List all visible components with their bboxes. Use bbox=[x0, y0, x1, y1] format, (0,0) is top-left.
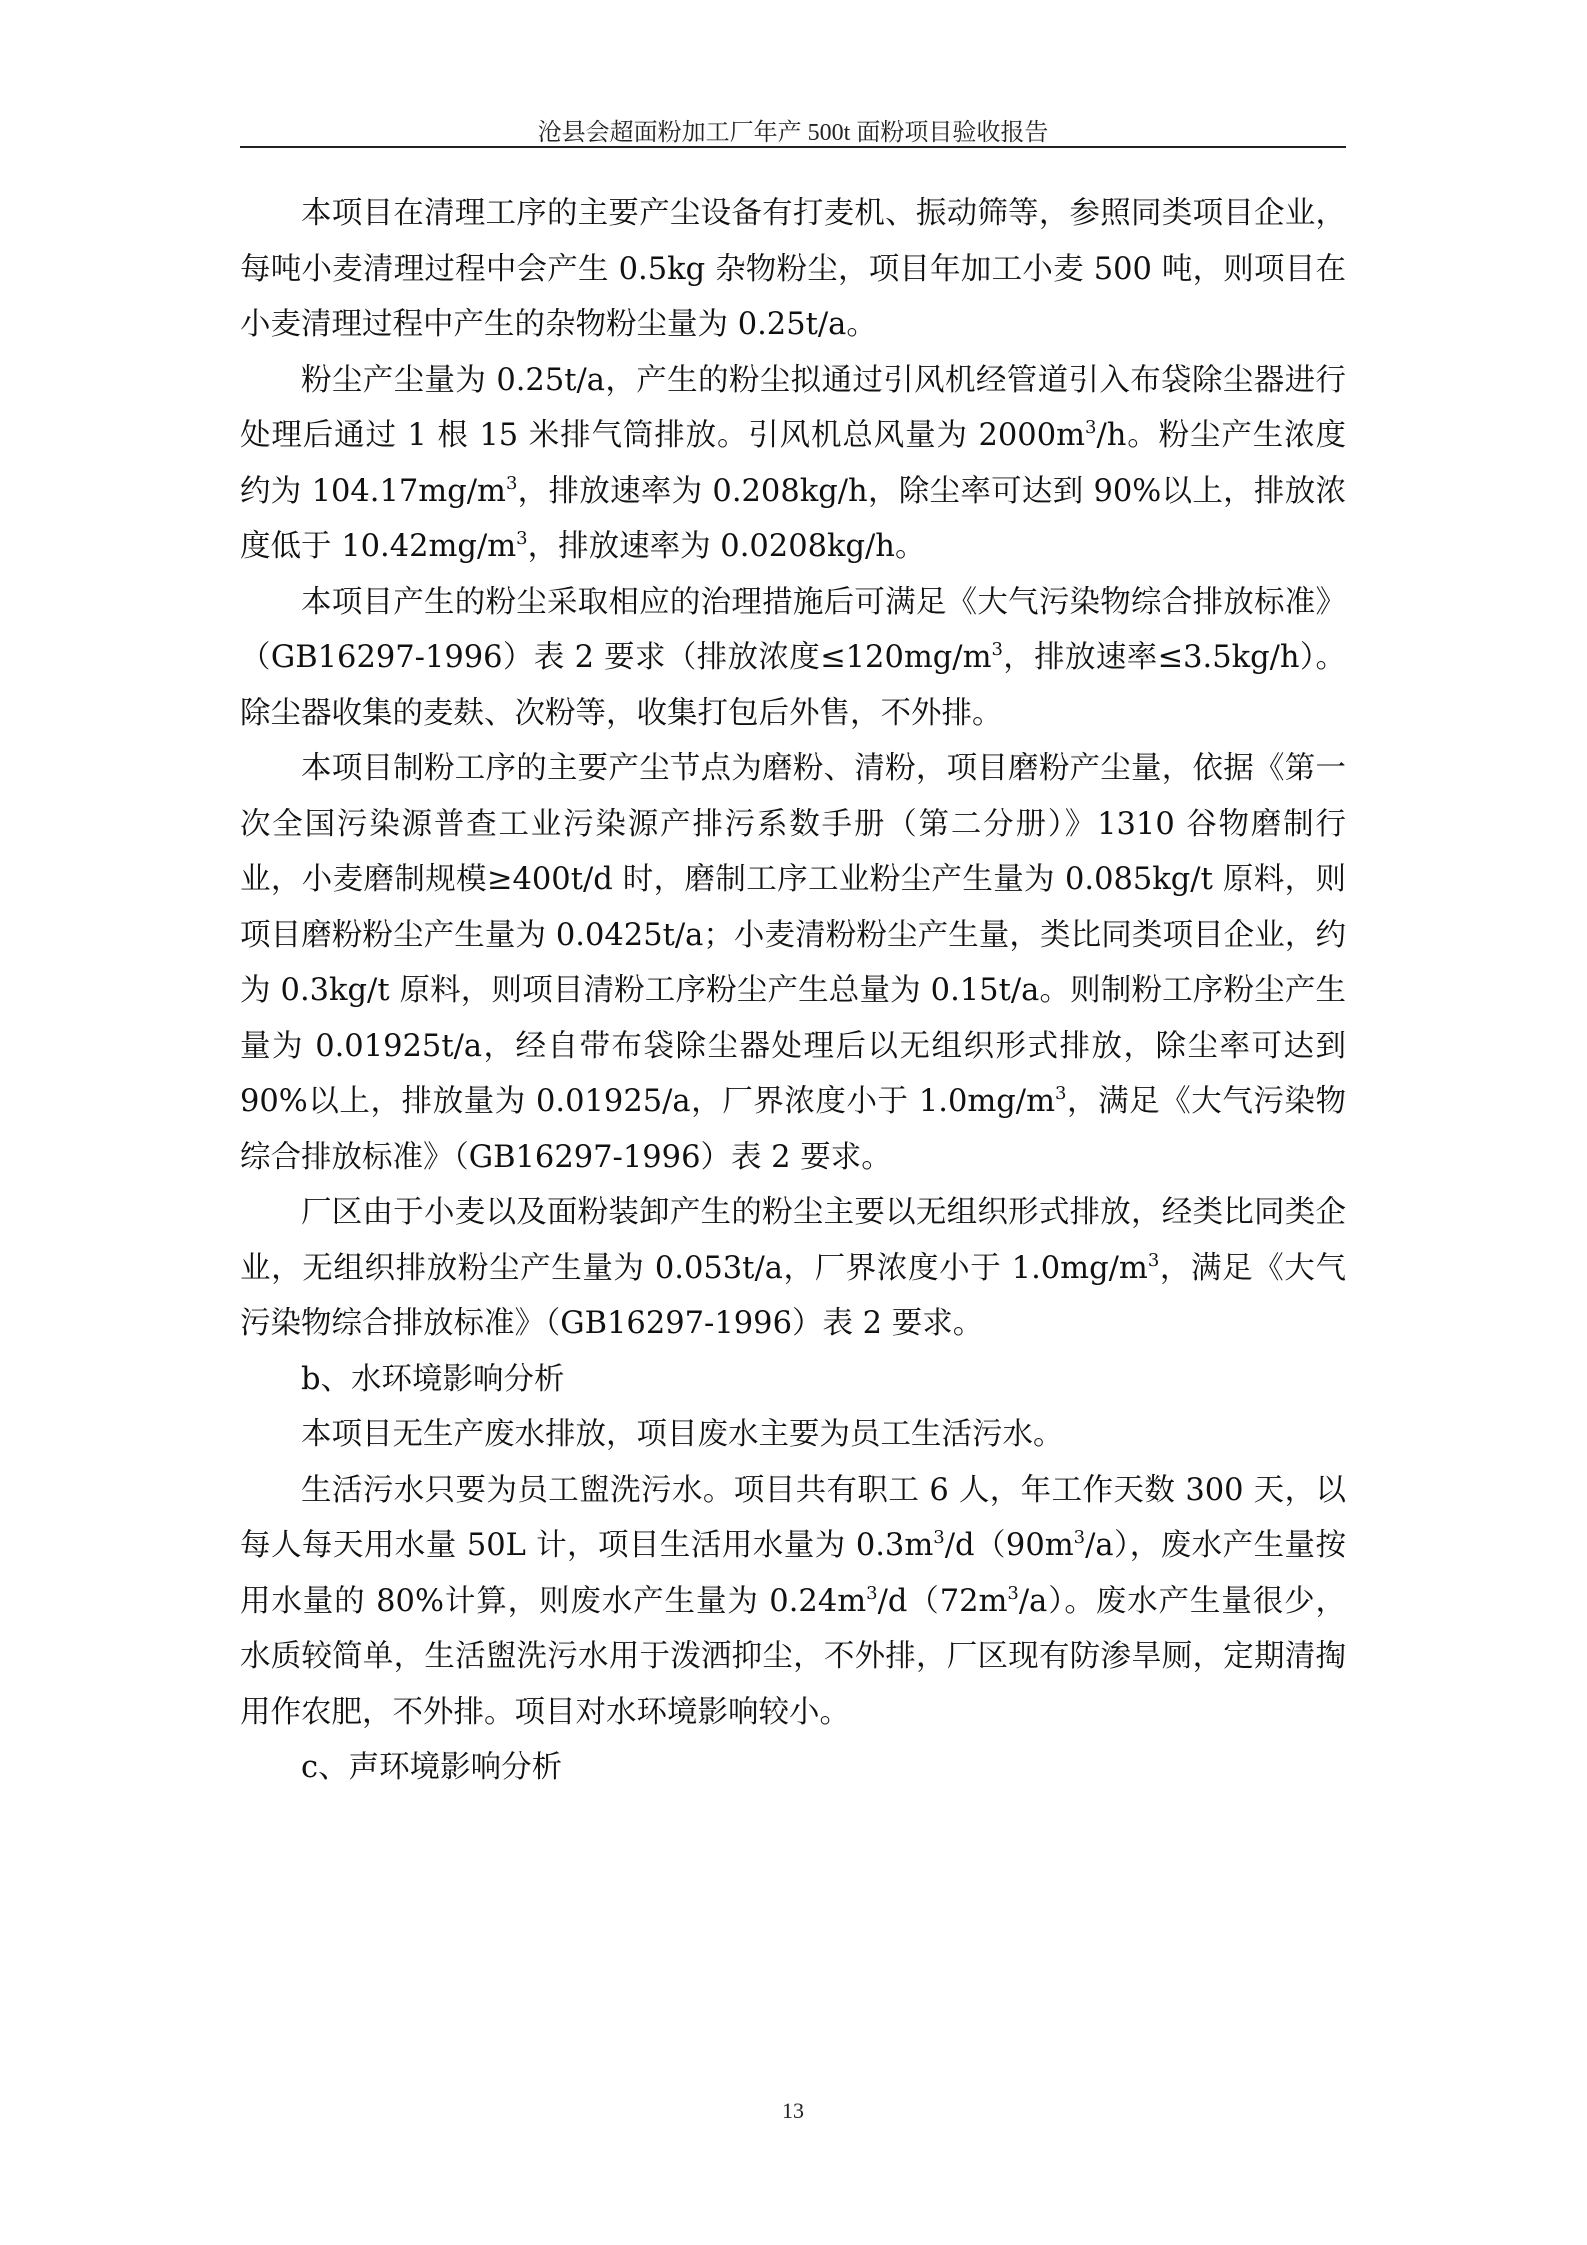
text-run: 本项目制粉工序的主要产尘节点为磨粉、清粉，项目磨粉产尘量，依据《第一次全国污染源普查工业污染源产排污系数手册（第二分册）》1310 谷物磨制行业，小麦磨制规模≥400t/d 时，磨制工序工业粉尘产生量为 0.085kg/t 原料，则项目磨粉粉尘产生量为 0.0425t/a；小麦清粉粉尘产生量，类比同类项目企业，约为 0.3kg/t 原料，则项目清粉工序粉尘产生总量为 0.15t/a。则制粉工序粉尘产生量为 0.01925t/a，经自带布袋除尘器处理后以无组织形式排放，除尘率可达到 90%以上，排放量为 0.01925/a，厂界浓度小于 1.0mg/m bbox=[240, 751, 1346, 1119]
body-paragraph bbox=[240, 1352, 1346, 1408]
text-run: ，满足《大气污染物综合排放标准》（GB16297-1996）表 2 要求。 bbox=[240, 1250, 1346, 1341]
superscript: 3 bbox=[1055, 1083, 1067, 1104]
superscript: 3 bbox=[991, 639, 1003, 660]
page-number: 13 bbox=[782, 2098, 804, 2123]
text-run: ，满足《大气污染物综合排放标准》（GB16297-1996）表 2 要求。 bbox=[240, 1084, 1346, 1175]
text-run: c、声环境影响分析 bbox=[301, 1750, 563, 1785]
superscript: 3 bbox=[1147, 1249, 1160, 1271]
text-run: /a），废水产生量按用水量的 80%计算，则废水产生量为 0.24m bbox=[240, 1528, 1346, 1619]
text-run: 生活污水只要为员工盥洗污水。项目共有职工 6 人，年工作天数 300 天，以每人每天用水量 50L 计，项目生活用水量为 0.3m bbox=[240, 1472, 1346, 1563]
text-run: 厂区由于小麦以及面粉装卸产生的粉尘主要以无组织形式排放，经类比同类企业，无组织排放粉尘产生量为 0.053t/a，厂界浓度小于 1.0mg/m bbox=[240, 1195, 1346, 1286]
body-paragraph bbox=[240, 575, 1346, 742]
body-paragraph bbox=[240, 1740, 1346, 1796]
body-paragraph bbox=[240, 1185, 1346, 1352]
text-run: 粉尘产尘量为 0.25t/a，产生的粉尘拟通过引风机经管道引入布袋除尘器进行处理后通过 1 根 15 米排气筒排放。引风机总风量为 2000m bbox=[240, 362, 1346, 453]
text-run: /d（90m bbox=[944, 1528, 1074, 1563]
body-paragraph bbox=[240, 186, 1346, 353]
superscript: 3 bbox=[1007, 1582, 1019, 1604]
body-paragraph bbox=[240, 1463, 1346, 1741]
superscript: 3 bbox=[505, 472, 518, 494]
text-run: ，排放速率≤3.5kg/h）。除尘器收集的麦麸、次粉等，收集打包后外售，不外排。 bbox=[240, 640, 1346, 731]
superscript: 3 bbox=[1073, 1527, 1086, 1548]
text-run: ，排放速率为 0.208kg/h，除尘率可达到 90%以上，排放浓度低于 10.42mg/m bbox=[240, 473, 1347, 564]
text-run: 本项目在清理工序的主要产尘设备有打麦机、振动筛等，参照同类项目企业，每吨小麦清理过程中会产生 0.5kg 杂物粉尘，项目年加工小麦 500 吨，则项目在小麦清理过程中产生的杂物粉尘量为 0.25t/a。 bbox=[240, 196, 1346, 342]
document-body bbox=[240, 186, 1346, 1796]
text-run: /d（72m bbox=[877, 1583, 1008, 1619]
body-paragraph bbox=[240, 353, 1346, 575]
body-paragraph bbox=[240, 741, 1346, 1185]
text-run: /a）。废水产生量很少，水质较简单，生活盥洗污水用于泼洒抑尘，不外排，厂区现有防渗旱厕，定期清掏用作农肥，不外排。项目对水环境影响较小。 bbox=[240, 1583, 1346, 1730]
text-run: ，排放速率为 0.0208kg/h。 bbox=[527, 529, 926, 564]
running-header: 沧县会超面粉加工厂年产 500t 面粉项目验收报告 bbox=[537, 120, 1049, 146]
text-run: 本项目产生的粉尘采取相应的治理措施后可满足《大气污染物综合排放标准》（GB16297-1996）表 2 要求（排放浓度≤120mg/m bbox=[240, 584, 1346, 675]
header-rule bbox=[240, 146, 1346, 148]
text-run: b、水环境影响分析 bbox=[301, 1361, 565, 1397]
text-run: /h。粉尘产生浓度约为 104.17mg/m bbox=[240, 418, 1347, 509]
superscript: 3 bbox=[866, 1582, 878, 1604]
superscript: 3 bbox=[933, 1527, 945, 1548]
superscript: 3 bbox=[516, 528, 528, 549]
superscript: 3 bbox=[1085, 417, 1097, 438]
text-run: 本项目无生产废水排放，项目废水主要为员工生活污水。 bbox=[301, 1417, 1064, 1452]
body-paragraph bbox=[240, 1407, 1346, 1463]
